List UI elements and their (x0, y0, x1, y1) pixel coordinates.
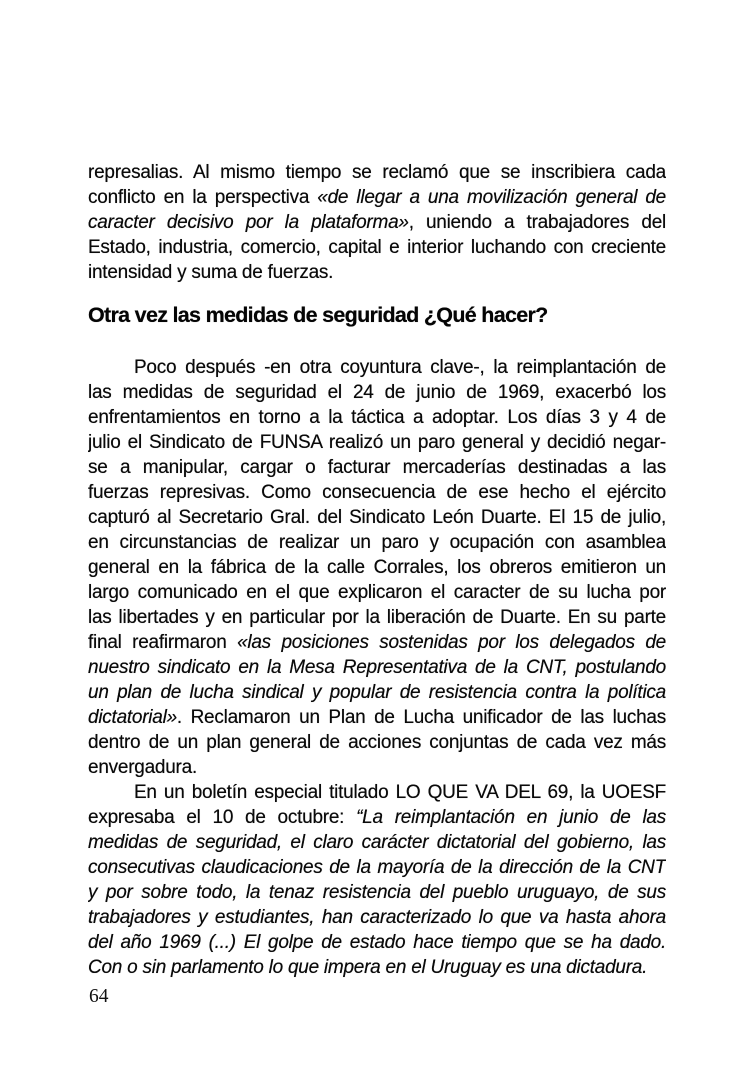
italic-text-run: Con o sin parlamento lo que impera en el Uruguay es una dictadura. (88, 957, 648, 978)
italic-text-run: trabajadores y estudiantes, han caracterizado lo que va hasta ahora (88, 907, 666, 928)
italic-text-run: del año 1969 (...) El golpe de estado hace tiempo que se ha dado. (88, 932, 666, 953)
text-line (88, 160, 666, 185)
text-run: conflicto en la perspectiva (88, 187, 318, 208)
text-line (88, 930, 666, 955)
text-line (88, 505, 666, 530)
text-line (88, 430, 666, 455)
paragraph-continuation (88, 160, 666, 285)
paragraph-uoesf-bulletin (88, 780, 666, 980)
text-line (88, 210, 666, 235)
text-run: En un boletín especial titulado LO QUE VA DEL 69, la UOESF (134, 782, 666, 803)
text-line (88, 405, 666, 430)
text-run: . Reclamaron un Plan de Lucha unificador de las luchas (176, 707, 666, 728)
text-run: general en la fábrica de la calle Corrales, los obreros emitieron un (88, 557, 666, 578)
text-line (88, 655, 666, 680)
text-line (88, 260, 666, 285)
text-line (88, 905, 666, 930)
text-line (88, 455, 666, 480)
text-run: final reafirmaron (88, 632, 238, 653)
text-run: enfrentamientos en torno a la táctica a adoptar. Los días 3 y 4 de (88, 407, 666, 428)
text-line (88, 480, 666, 505)
text-line (88, 955, 666, 980)
text-line (88, 630, 666, 655)
text-run: las medidas de seguridad el 24 de junio de 1969, exacerbó los (88, 382, 666, 403)
text-run: las libertades y en particular por la liberación de Duarte. En su parte (88, 607, 666, 628)
text-line (88, 185, 666, 210)
text-run: intensidad y suma de fuerzas. (88, 262, 334, 283)
section-heading: Otra vez las medidas de seguridad ¿Qué hacer? (88, 303, 548, 327)
paragraph-funsa-conflict (88, 355, 666, 780)
text-line (88, 555, 666, 580)
text-run: Poco después -en otra coyuntura clave-, la reimplantación de (134, 357, 666, 378)
italic-text-run: «las posiciones sostenidas por los delegados de (237, 632, 666, 653)
text-run: en circunstancias de realizar un paro y ocupación con asamblea (88, 532, 666, 553)
text-line (88, 730, 666, 755)
text-run: represalias. Al mismo tiempo se reclamó que se inscribiera cada (88, 162, 666, 183)
italic-text-run: dictatorial» (88, 707, 177, 728)
text-line (88, 605, 666, 630)
text-line (88, 805, 666, 830)
text-line (88, 880, 666, 905)
text-line (88, 380, 666, 405)
text-line (88, 780, 666, 805)
text-run: capturó al Secretario Gral. del Sindicato León Duarte. El 15 de julio, (88, 507, 666, 528)
italic-text-run: «de llegar a una movilización general de (317, 187, 666, 208)
italic-text-run: consecutivas claudicaciones de la mayoría de la dirección de la CNT (88, 857, 666, 878)
page-number: 64 (89, 986, 109, 1007)
text-line (88, 235, 666, 260)
text-line (88, 355, 666, 380)
text-run: fuerzas represivas. Como consecuencia de ese hecho el ejército (88, 482, 666, 503)
italic-text-run: medidas de seguridad, el claro carácter dictatorial del gobierno, las (88, 832, 666, 853)
text-run: Estado, industria, comercio, capital e interior luchando con creciente (88, 237, 666, 258)
italic-text-run: nuestro sindicato en la Mesa Representativa de la CNT, postulando (88, 657, 666, 678)
text-run: largo comunicado en el que explicaron el caracter de su lucha por (88, 582, 666, 603)
text-run: dentro de un plan general de acciones conjuntas de cada vez más (88, 732, 666, 753)
text-line (88, 830, 666, 855)
text-line (88, 705, 666, 730)
text-line (88, 530, 666, 555)
text-line (88, 755, 666, 780)
text-run: se a manipular, cargar o facturar mercaderías destinadas a las (88, 457, 666, 478)
text-run: julio el Sindicato de FUNSA realizó un paro general y decidió negar- (88, 432, 666, 453)
italic-text-run: “La reimplantación en junio de las (356, 807, 666, 828)
text-run: , uniendo a trabajadores del (408, 212, 666, 233)
text-line (88, 580, 666, 605)
text-run: expresaba el 10 de octubre: (88, 807, 357, 828)
page-text-block (88, 160, 666, 980)
italic-text-run: caracter decisivo por la plataforma» (88, 212, 409, 233)
text-line (88, 680, 666, 705)
italic-text-run: un plan de lucha sindical y popular de resistencia contra la política (88, 682, 666, 703)
text-line (88, 855, 666, 880)
italic-text-run: y por sobre todo, la tenaz resistencia del pueblo uruguayo, de sus (88, 882, 666, 903)
text-run: envergadura. (88, 757, 197, 778)
